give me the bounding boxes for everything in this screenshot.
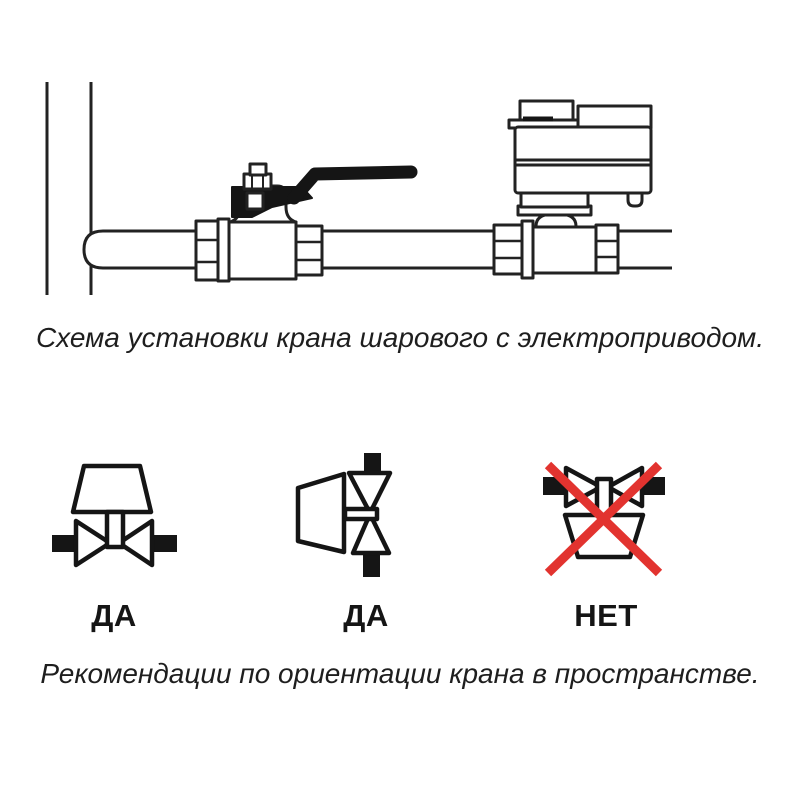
valve-body: [229, 222, 296, 279]
orientation-answer-label-2: ДА: [343, 598, 389, 633]
valve-nut-left: [196, 221, 218, 280]
manual-ball-valve: [196, 164, 411, 281]
actuator-trapezoid: [298, 474, 344, 552]
actuator-trapezoid: [73, 466, 151, 512]
motorized-ball-valve: [494, 101, 651, 278]
orientation-answer-label-3: НЕТ: [574, 598, 638, 633]
valve-body: [533, 227, 596, 273]
pipe-stub-bottom: [363, 554, 380, 577]
valve-flange: [522, 221, 533, 278]
pipe-stub-right: [152, 535, 177, 552]
valve-flange: [218, 219, 229, 281]
orientation-answer-label-1: ДА: [91, 598, 137, 633]
valve-stem: [107, 512, 123, 547]
valve-stem: [345, 509, 377, 519]
wall: [47, 82, 91, 295]
orientation-caption: Рекомендации по ориентации крана в пространстве.: [40, 658, 760, 689]
electric-actuator: [509, 101, 651, 215]
pipe-stub-left: [52, 535, 77, 552]
valve-nut-right: [296, 226, 322, 275]
valve-actuator-sideways-icon: [298, 453, 390, 577]
valve-stem-hole: [247, 193, 263, 209]
installation-caption: Схема установки крана шарового с электроприводом.: [35, 322, 765, 353]
valve-actuator-up-icon: [52, 466, 177, 565]
valve-stem-nut: [244, 164, 271, 189]
valve-actuator-down-icon: [543, 465, 665, 573]
actuator-top-box-right: [578, 106, 651, 128]
valve-nut-right: [596, 225, 618, 273]
valve-nut-left: [494, 225, 522, 274]
